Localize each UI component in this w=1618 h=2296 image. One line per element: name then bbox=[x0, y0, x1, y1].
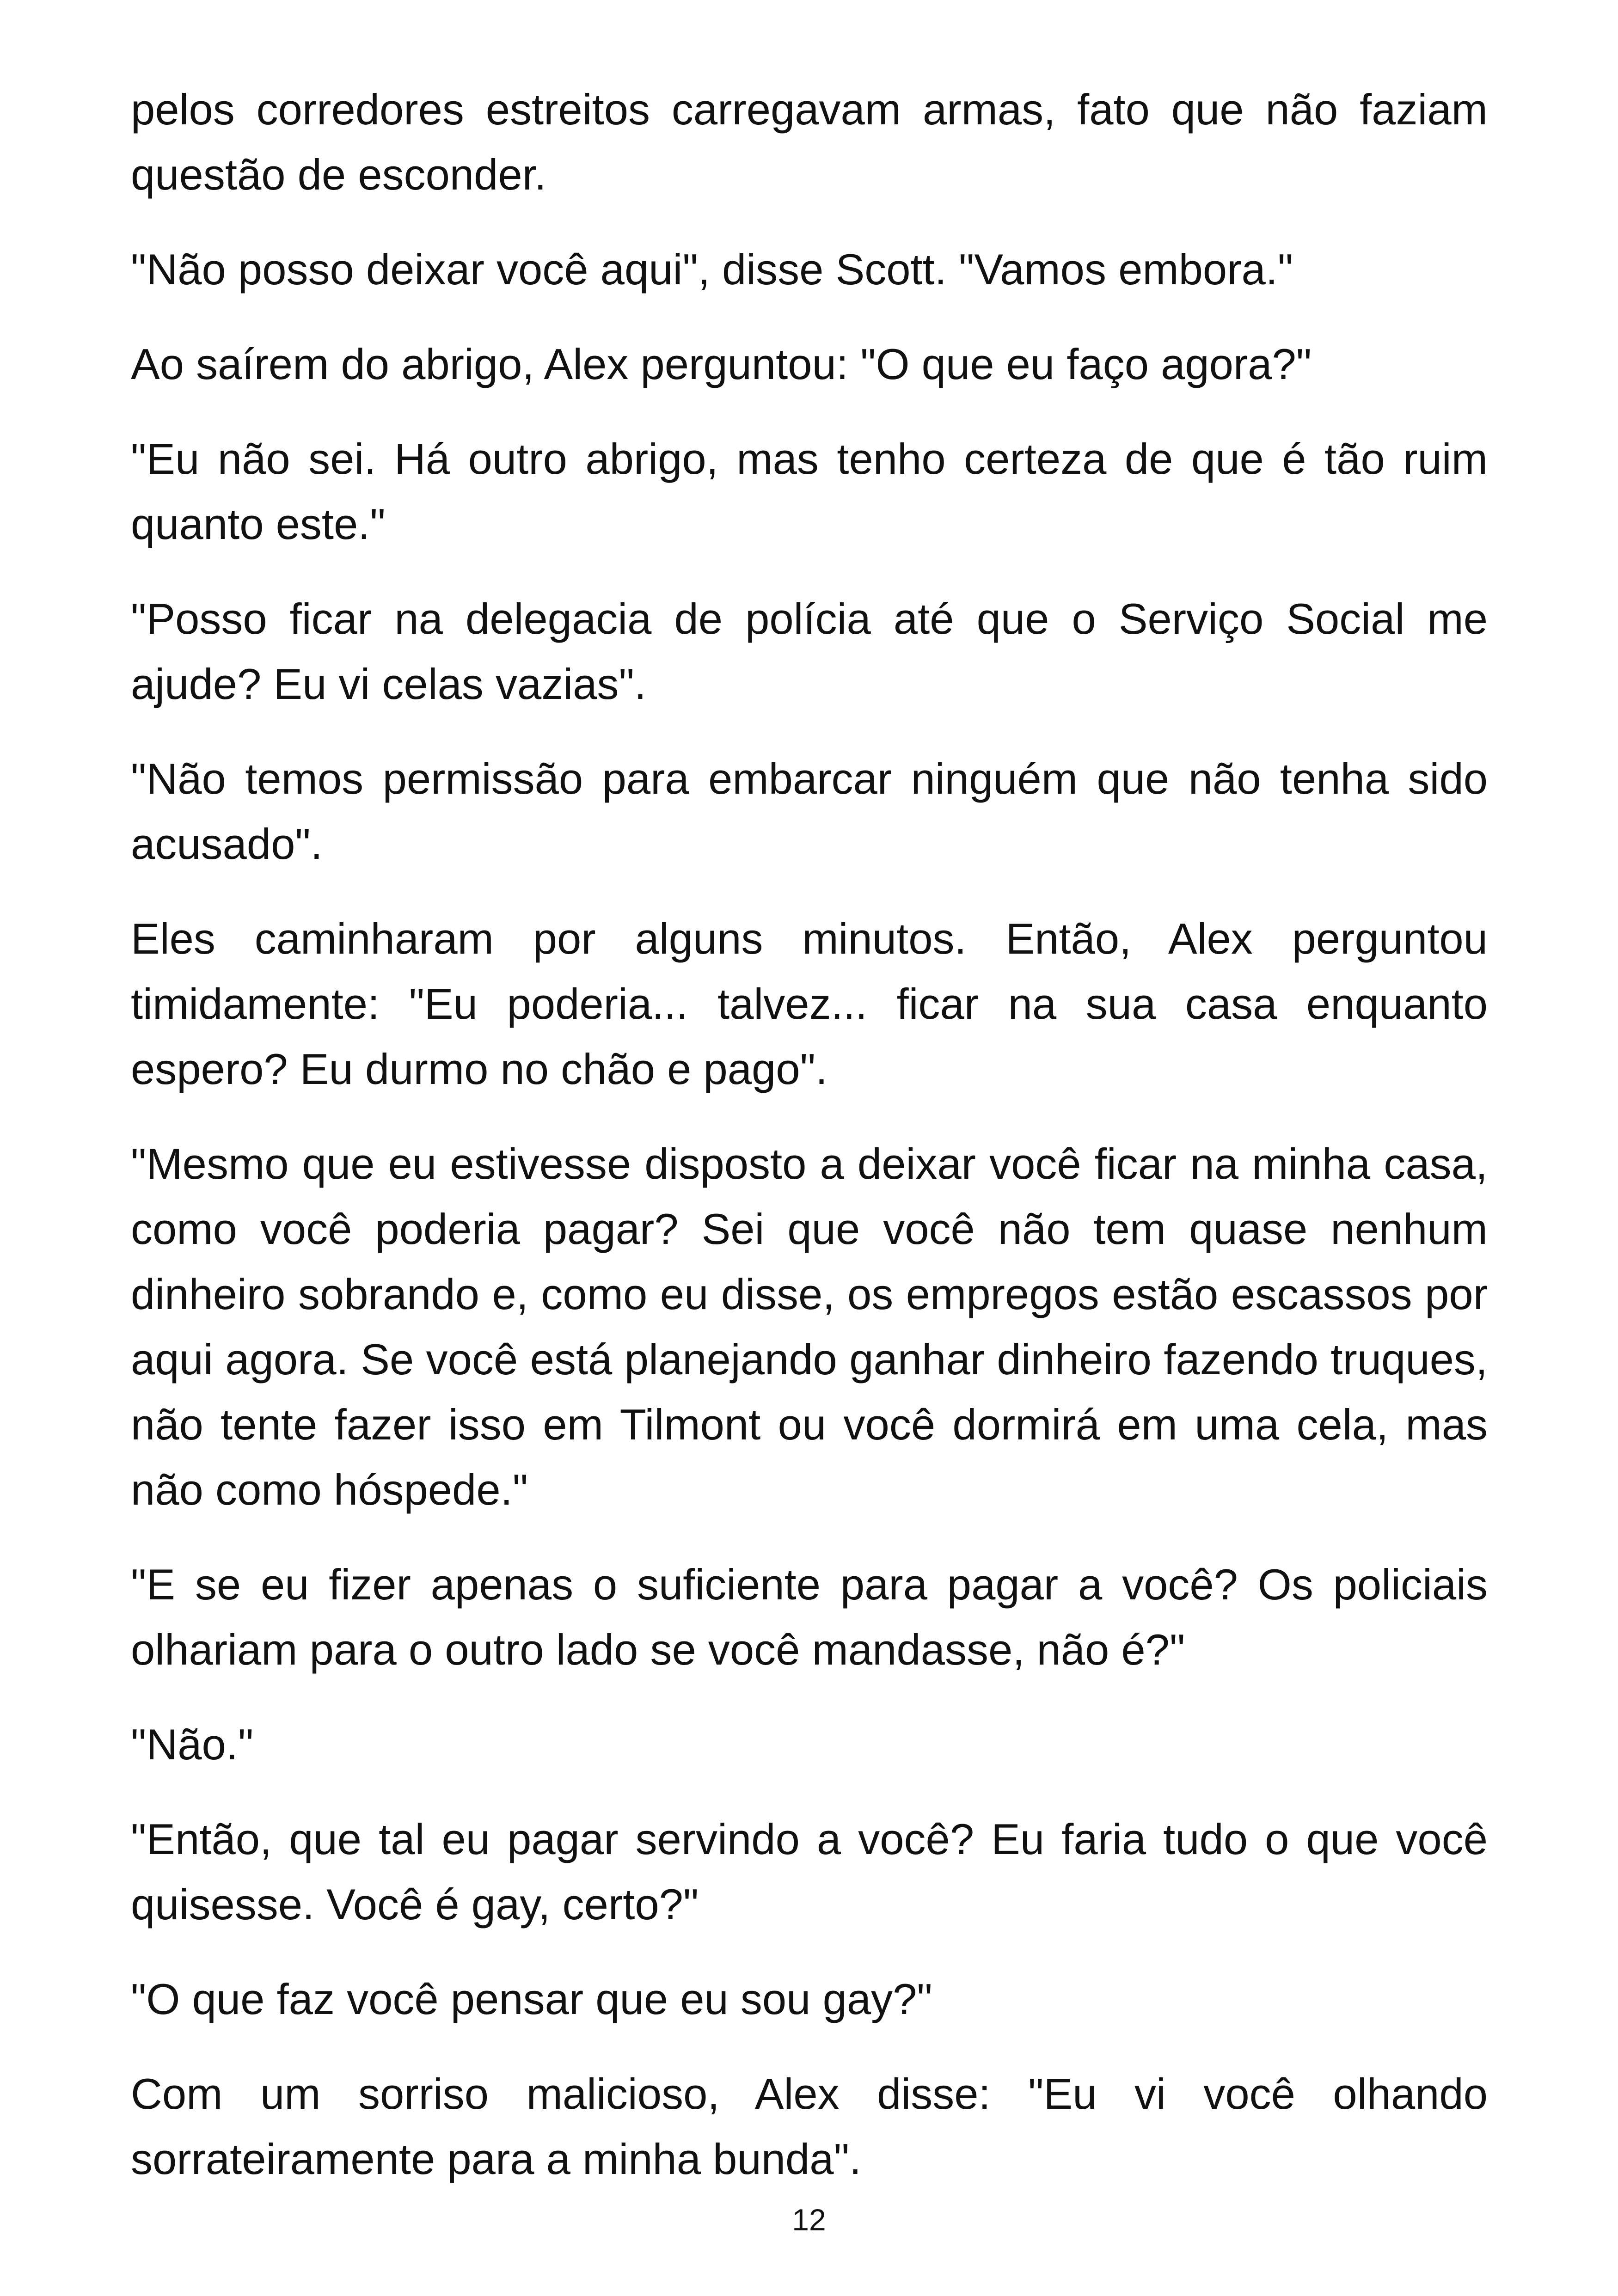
paragraph: Eles caminharam por alguns minutos. Então, Alex perguntou timidamente: "Eu poderia... talvez... ficar na sua casa enquanto espero? Eu durmo no chão e pago". bbox=[131, 914, 1488, 1093]
paragraph: "Mesmo que eu estivesse disposto a deixar você ficar na minha casa, como você poderia pagar? Sei que você não tem quase nenhum dinheiro sobrando e, como eu disse, os empregos estão escassos por aqui agora. Se você está planejando ganhar dinheiro fazendo truques, não tente fazer isso em Tilmont ou você dormirá em uma cela, mas não como hóspede." bbox=[131, 1139, 1488, 1514]
paragraph: "Não temos permissão para embarcar ninguém que não tenha sido acusado". bbox=[131, 754, 1488, 868]
paragraph: Ao saírem do abrigo, Alex perguntou: "O que eu faço agora?" bbox=[131, 340, 1312, 388]
paragraph: "Posso ficar na delegacia de polícia até que o Serviço Social me ajude? Eu vi celas vazias". bbox=[131, 594, 1488, 708]
paragraph: "Eu não sei. Há outro abrigo, mas tenho certeza de que é tão ruim quanto este." bbox=[131, 435, 1488, 548]
paragraph: "O que faz você pensar que eu sou gay?" bbox=[131, 1975, 932, 2023]
paragraph: "Então, que tal eu pagar servindo a você? Eu faria tudo o que você quisesse. Você é gay, certo?" bbox=[131, 1815, 1488, 1929]
paragraph: "Não." bbox=[131, 1720, 254, 1769]
body-text bbox=[131, 77, 1488, 2221]
paragraph: "Não posso deixar você aqui", disse Scott. "Vamos embora." bbox=[131, 245, 1293, 294]
page-number: 12 bbox=[792, 2203, 826, 2237]
paragraph: "E se eu fizer apenas o suficiente para pagar a você? Os policiais olhariam para o outro lado se você mandasse, não é?" bbox=[131, 1560, 1488, 1674]
paragraph: pelos corredores estreitos carregavam armas, fato que não faziam questão de esconder. bbox=[131, 85, 1488, 199]
paragraph: Com um sorriso malicioso, Alex disse: "Eu vi você olhando sorrateiramente para a minha bunda". bbox=[131, 2069, 1488, 2183]
